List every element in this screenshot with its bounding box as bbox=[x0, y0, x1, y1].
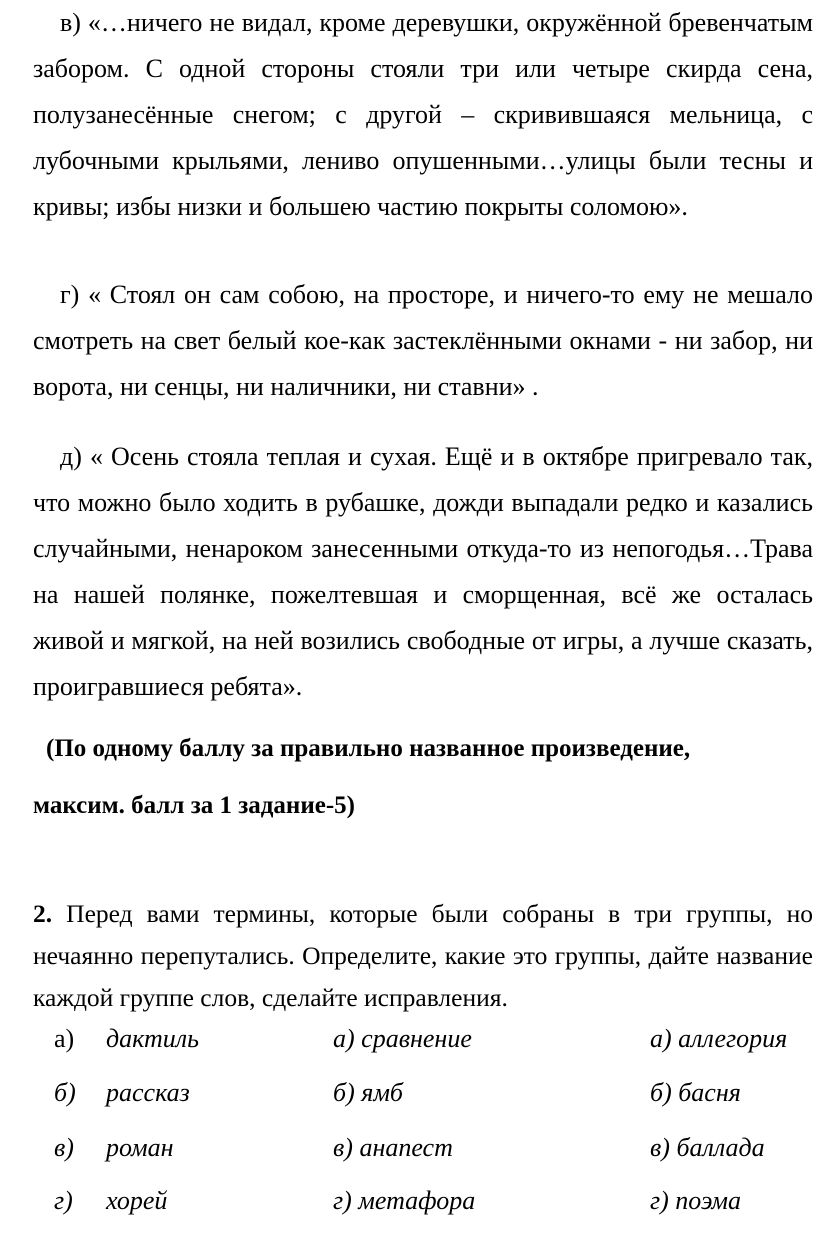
paragraph-d: д) « Осень стояла теплая и сухая. Ещё и в октябре пригревало так, что можно было ходить в рубашке, дожди выпадали редко и казались случайными, ненароком занесенными откуда-то из непогодья…Трава на нашей полянке, пожелтевшая и сморщенная, всё же осталась живой и мягкой, на ней возились свободные от игры, а лучше сказать, проигравшиеся ребята». bbox=[33, 442, 813, 701]
term-col2-item: в) анапест bbox=[333, 1133, 453, 1162]
term-col3-item: г) поэма bbox=[650, 1186, 742, 1215]
task-2 bbox=[33, 893, 813, 1019]
task-2-text: Перед вами термины, которые были собраны в три группы, но нечаянно перепутались. Определите, какие это группы, дайте название каждой группе слов, сделайте исправления. bbox=[33, 899, 813, 1012]
scoring-note-line-2: максим. балл за 1 задание-5) bbox=[33, 792, 355, 819]
paragraph-g: г) « Стоял он сам собою, на просторе, и ничего-то ему не мешало смотреть на свет белый кое-как застеклёнными окнами - ни забор, ни ворота, ни сенцы, ни наличники, ни ставни» . bbox=[33, 280, 813, 401]
term-col2-item: г) метафора bbox=[333, 1186, 476, 1215]
term-col1-word: рассказ bbox=[106, 1078, 190, 1107]
term-col1-letter: а) bbox=[54, 1024, 75, 1053]
term-col1-word: хорей bbox=[106, 1186, 168, 1215]
term-col1-letter: в) bbox=[54, 1133, 74, 1162]
term-col2-item: б) ямб bbox=[333, 1078, 403, 1107]
term-col1-word: роман bbox=[106, 1133, 174, 1162]
term-col3-item: а) аллегория bbox=[650, 1024, 788, 1053]
scoring-note-line-1: (По одному баллу за правильно названное произведение, bbox=[46, 735, 691, 762]
term-col1-word: дактиль bbox=[106, 1024, 199, 1053]
paragraph-v: в) «…ничего не видал, кроме деревушки, окружённой бревенчатым забором. С одной стороны стояли три или четыре скирда сена, полузанесённые снегом; с другой – скривившаяся мельница, с лубочными крыльями, лениво опушенными…улицы были тесны и кривы; избы низки и большею частию покрыты соломою». bbox=[33, 8, 813, 221]
term-col2-item: а) сравнение bbox=[333, 1024, 472, 1053]
term-col1-letter: б) bbox=[54, 1078, 76, 1107]
task-2-number: 2. bbox=[33, 899, 53, 928]
term-col3-item: б) басня bbox=[650, 1078, 741, 1107]
term-col1-letter: г) bbox=[54, 1186, 73, 1215]
term-col3-item: в) баллада bbox=[650, 1133, 765, 1162]
